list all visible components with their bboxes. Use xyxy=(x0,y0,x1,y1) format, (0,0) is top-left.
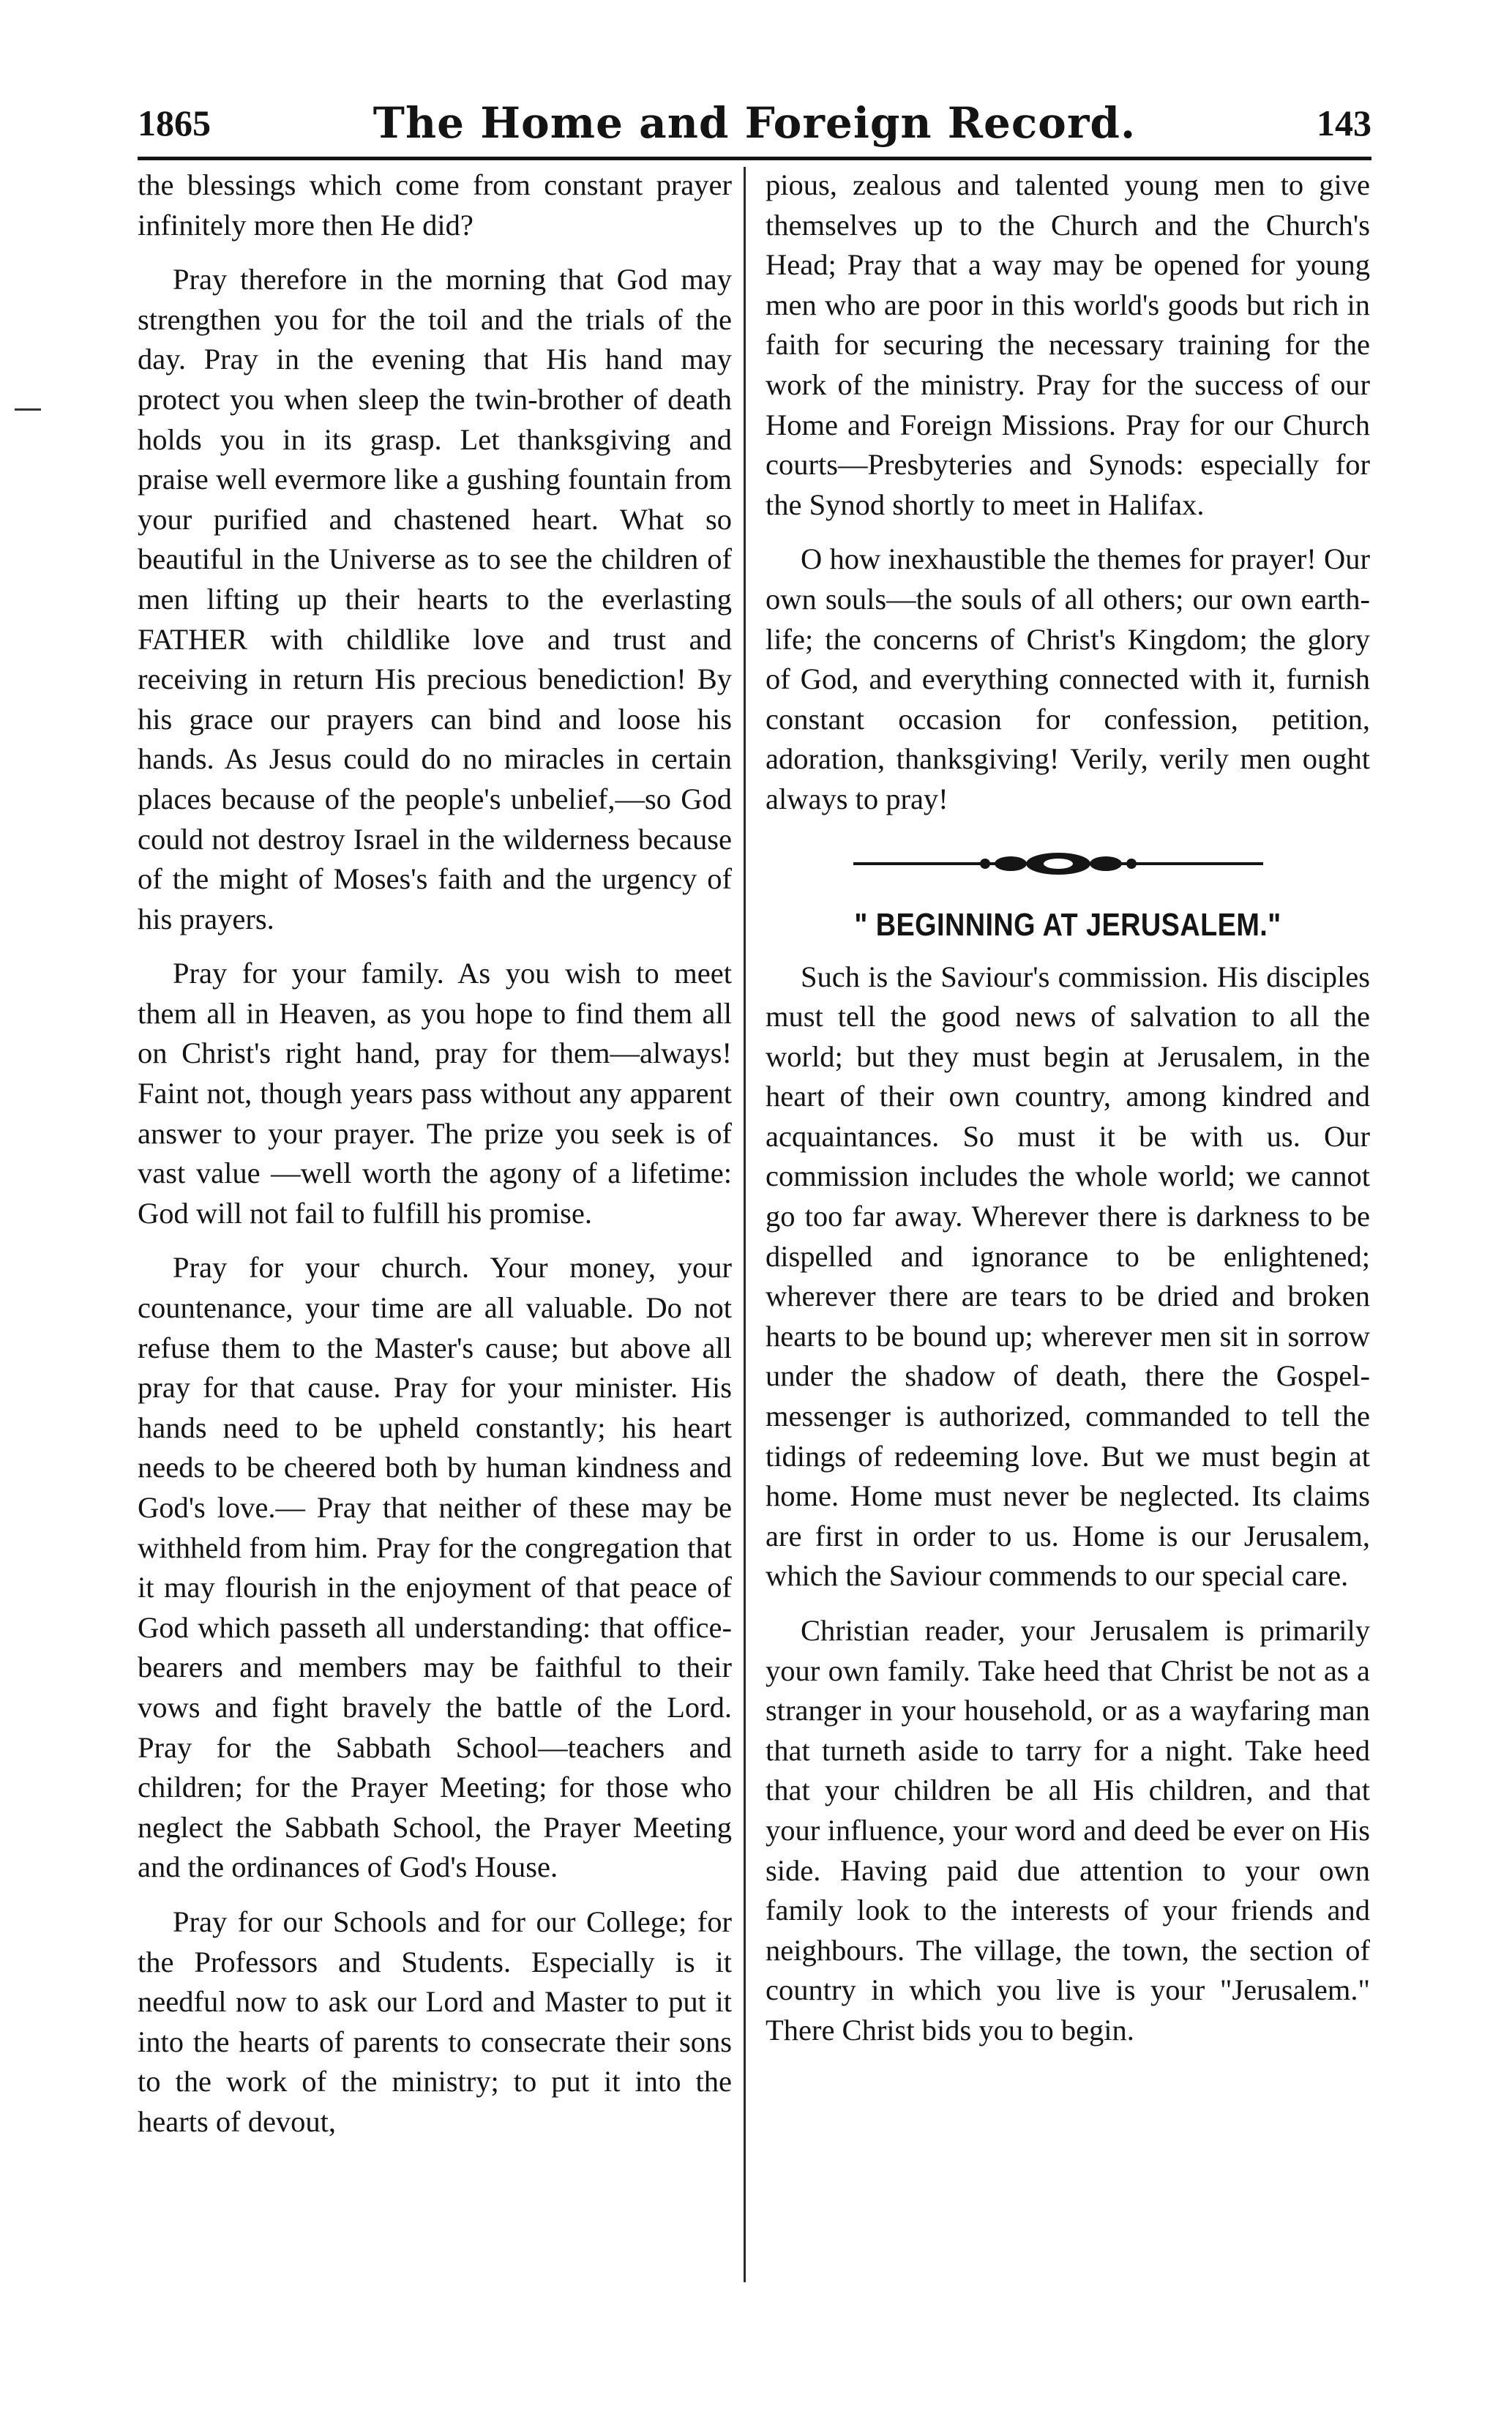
header-year: 1865 xyxy=(138,102,211,143)
page-number: 143 xyxy=(1317,102,1371,143)
paragraph: Such is the Saviour's commission. His disciples must tell the good news of salvation to all the world; but they must begin at Jerusalem, in the heart of their own country, among kindred and acquaintances. So must it be with us. Our commission includes the whole world; we cannot go too far away. Wherever there is darkness to be dispelled and ignorance to be enlightened; wherever there are tears to be dried and broken hearts to be bound up; wherever men sit in sorrow under the shadow of death, there the Gospel-messenger is authorized, commanded to tell the tidings of redeeming love. But we must begin at home. Home must never be neglected. Its claims are first in order to us. Home is our Jerusalem, which the Saviour commends to our special care. xyxy=(766,960,1370,1593)
right-column xyxy=(766,165,1370,2066)
paragraph: the blessings which come from constant prayer infinitely more then He did? xyxy=(138,168,732,242)
paragraph: Pray for our Schools and for our College; for the Professors and Students. Especially is it needful now to ask our Lord and Master to put it into the hearts of parents to consecrate their sons to the work of the ministry; to put it into the hearts of devout, xyxy=(138,1905,732,2138)
left-column xyxy=(138,165,732,2157)
paragraph: pious, zealous and talented young men to give themselves up to the Church and the Church's Head; Pray that a way may be opened for young men who are poor in this world's goods but rich in faith for securing the necessary training for the work of the ministry. Pray for the success of our Home and Foreign Missions. Pray for our Church courts—Presbyteries and Synods: especially for the Synod shortly to meet in Halifax. xyxy=(766,168,1370,521)
margin-mark xyxy=(15,408,41,411)
header-rule xyxy=(138,157,1371,160)
paragraph: O how inexhaustible the themes for prayer! Our own souls—the souls of all others; our own earth-life; the concerns of Christ's Kingdom; the glory of God, and everything connected with it, furnish constant occasion for confession, petition, adoration, thanksgiving! Verily, verily men ought always to pray! xyxy=(766,542,1370,815)
running-header xyxy=(138,94,1371,152)
ornamental-divider xyxy=(766,840,1370,892)
paragraph: Pray for your church. Your money, your countenance, your time are all valuable. Do not refuse them to the Master's cause; but above all pray for that cause. Pray for your minister. His hands need to be upheld constantly; his heart needs to be cheered both by human kindness and God's love.— Pray that neither of these may be withheld from him. Pray for the congregation that it may flourish in the enjoyment of that peace of God which passeth all understanding: that office-bearers and members may be faithful to their vows and fight bravely the battle of the Lord. Pray for the Sabbath School—teachers and children; for the Prayer Meeting; for those who neglect the Sabbath School, the Prayer Meeting and the ordinances of God's House. xyxy=(138,1251,732,1884)
column-divider xyxy=(744,167,746,2282)
paragraph: Pray therefore in the morning that God may strengthen you for the toil and the trials of the day. Pray in the evening that His hand may protect you when sleep the twin-brother of death holds you in its grasp. Let thanksgiving and praise well evermore like a gushing fountain from your purified and chastened heart. What so beautiful in the Universe as to see the children of men lifting up their hearts to the everlasting FATHER with childlike love and trust and receiving in return His precious benediction! By his grace our prayers can bind and loose his hands. As Jesus could do no miracles in certain places because of the people's unbelief,—so God could not destroy Israel in the wilderness because of the might of Moses's faith and the urgency of his prayers. xyxy=(138,263,732,935)
paragraph: Pray for your family. As you wish to meet them all in Heaven, as you hope to find them all on Christ's right hand, pray for them—always! Faint not, though years pass without any apparent answer to your prayer. The prize you seek is of vast value —well worth the agony of a lifetime: God will not fail to fulfill his promise. xyxy=(138,957,732,1230)
section-heading: " BEGINNING AT JERUSALEM." xyxy=(854,906,1281,943)
paragraph: Christian reader, your Jerusalem is primarily your own family. Take heed that Christ be not as a stranger in your household, or as a wayfaring man that turneth aside to tarry for a night. Take heed that your children be all His children, and that your influence, your word and deed be ever on His side. Having paid due attention to your own family look to the interests of your friends and neighbours. The village, the town, the section of country in which you live is your "Jerusalem." There Christ bids you to begin. xyxy=(766,1614,1370,2047)
journal-title: The Home and Foreign Record. xyxy=(373,98,1137,148)
ornament-flourish-icon xyxy=(853,845,1263,883)
